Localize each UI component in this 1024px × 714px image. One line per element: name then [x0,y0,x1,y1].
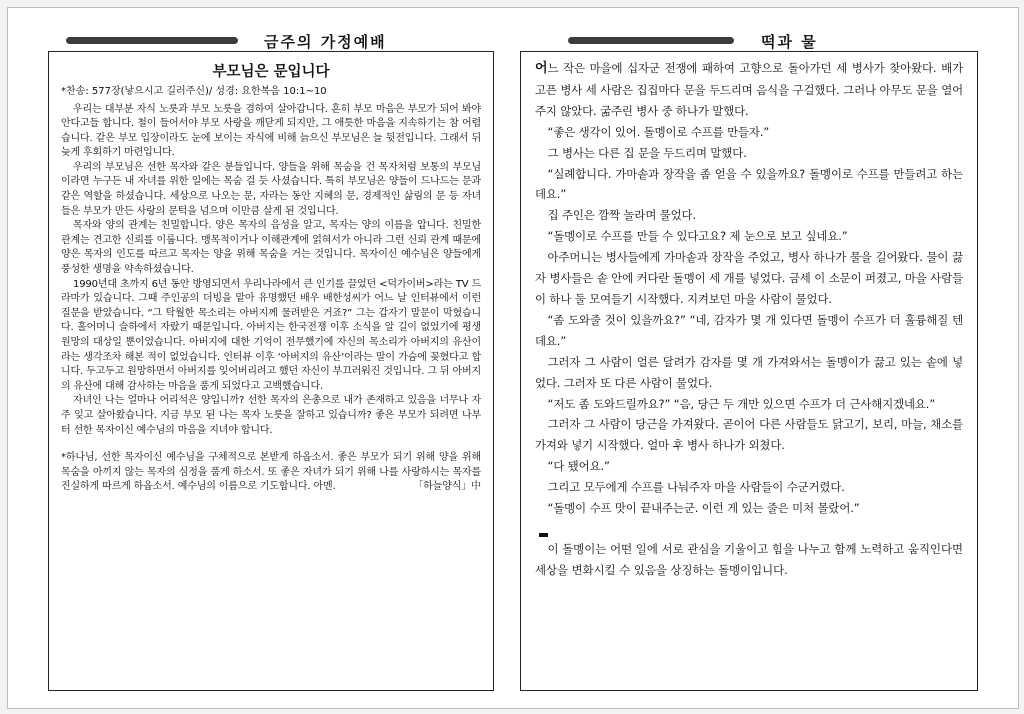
story-paragraph: 집 주인은 깜짝 놀라며 물었다. [547,208,696,223]
left-header [8,32,508,50]
article-title: 부모님은 문입니다 [212,64,330,80]
drop-cap: 어 [535,61,548,76]
article-paragraph: 1990년대 초까지 6년 동안 방영되면서 우리나라에서 큰 인기를 끌었던 <덕가이버>라는 TV 드라마가 있습니다. 그때 주인공의 더빙을 맡아 유명했던 배우 배한성씨가 어느 날 인터뷰에서 이런 질문을 받았습니다. “그 탁월한 목소리는 아버지께 물려받은 거죠?” 그는 갑자기 말문이 막혔습니다. 홀어머니 슬하에서 자랐기 때문입니다. 아버지는 한국전쟁 이후 소식을 알 길이 없었기에 평생 원망의 대상일 뿐이었습니다. 아버지에 대한 기억이 전무했기에 자신의 목소리가 아버지의 유산이라는 생각조차 해본 적이 없었습니다. 인터뷰 이후 ‘아버지의 유산’이라는 말이 가슴에 꽂혔다고 합니다. 두고두고 원망하면서 아버지를 잊어버리려고 했던 자신이 부끄러워진 것입니다. 그 뒤 아버지의 유산에 대해 감사하는 마음을 품게 되었다고 고백했습니다. [61,278,481,392]
story-paragraph: “좀 도와줄 것이 있을까요?” “네, 감자가 몇 개 있다면 돌멩이 수프가 더 훌륭해질 텐데요.” [535,312,963,348]
story-paragraph: “저도 좀 도와드릴까요?” “음, 당근 두 개만 있으면 수프가 더 근사해지겠네요.” [547,396,936,411]
right-header-title: 떡과 물 [761,33,818,51]
worship-article [48,51,494,691]
story-paragraph: 그리고 모두에게 수프를 나눠주자 마을 사람들이 수군거렸다. [547,480,845,495]
story-paragraph: 아주머니는 병사들에게 가마솥과 장작을 주었고, 병사 하나가 물을 길어왔다. 물이 끓자 병사들은 솥 안에 커다란 돌멩이 세 개를 넣었다. 금세 이 소문이 퍼졌고, 마을 사람들이 하나 둘 모여들기 시작했다. 지켜보던 마을 사람이 물었다. [535,250,963,306]
article-paragraph: 자녀인 나는 얼마나 어리석은 양입니까? 선한 목자의 은총으로 내가 존재하고 있음을 너무나 자주 잊고 살아왔습니다. 지금 부모 된 나는 목자 노릇을 잘하고 있습니까? 좋은 부모가 되려면 나부터 선한 목자이신 예수님의 마음을 지녀야 합니다. [61,395,481,436]
right-header-bar [568,37,734,44]
story-paragraph: “돌멩이 수프 맛이 끝내주는군. 이런 게 있는 줄은 미처 몰랐어.” [547,501,860,516]
page [7,7,1019,709]
story-paragraph: “실례합니다. 가마솥과 장작을 좀 얻을 수 있을까요? 돌멩이로 수프를 만들려고 하는데요.” [535,166,963,202]
story-paragraph: 그러자 그 사람이 당근을 가져왔다. 곧이어 다른 사람들도 닭고기, 보리, 마늘, 채소를 가져와 넣기 시작했다. 얼마 후 병사 하나가 외쳤다. [535,417,963,453]
story-box [520,51,978,691]
section-mark [539,533,548,537]
prayer [61,451,481,495]
story-paragraph: “좋은 생각이 있어. 돌멩이로 수프를 만들자.” [547,124,770,139]
article-paragraph: 우리의 부모님은 선한 목자와 같은 분들입니다. 양들을 위해 목숨을 건 목자처럼 보통의 부모님이라면 누구든 내 자녀를 위한 일에는 목숨 걸 듯 사셨습니다. 특히 부모님은 양들이 드나드는 문과 같은 역할을 하셨습니다. 세상으로 나오는 문, 자라는 동안 지혜의 문, 경제적인 삶림의 문 등 자녀들은 부모가 만든 사랑의 문턱을 넘으며 이만큼 살게 된 것입니다. [61,161,481,217]
story-paragraph: 그러자 그 사람이 얼른 달려가 감자를 몇 개 가져와서는 돌멩이가 끓고 있는 솥에 넣었다. 그러자 또 다른 사람이 물었다. [535,354,963,390]
story-moral: 이 돌멩이는 어떤 일에 서로 관심을 기울이고 힘을 나누고 함께 노력하고 움직인다면 세상을 변화시킬 수 있음을 상징하는 돌멩이입니다. [535,541,963,577]
story-paragraph: “다 됐어요.” [547,459,610,474]
article-paragraph: 목자와 양의 관계는 친밀합니다. 양은 목자의 음성을 알고, 목자는 양의 이름을 압니다. 친밀한 관계는 견고한 신뢰를 이룹니다. 맹목적이거나 이해관계에 얽혀서가 아니라 그런 신뢰 관계 때문에 양은 목자의 인도를 따르고 목자는 양을 위해 목숨을 거는 것입니다. 목자이신 예수님은 양들에게 풍성한 생명을 약속하셨습니다. [61,220,481,276]
right-header [508,32,1008,50]
story-opening-text: 느 작은 마을에 십자군 전쟁에 패하여 고향으로 돌아가던 세 병사가 찾아왔다. 배가 고픈 병사 세 사람은 집집마다 문을 두드리며 음식을 구걸했다. 그러나 아무도 문을 열어주지 않았다. 굶주린 병사 중 하나가 말했다. [535,61,963,118]
story-paragraph: 그 병사는 다른 집 문을 두드리며 말했다. [547,145,747,160]
left-header-title: 금주의 가정예배 [264,33,387,51]
article-paragraph: 우리는 대부분 자식 노릇과 부모 노릇을 겸하여 살아갑니다. 흔히 부모 마음은 부모가 되어 봐야 안다고들 합니다. 철이 들어서야 부모 사랑을 깨닫게 되지만, 그 애틋한 마음을 지속하기는 참 어렵습니다. 같은 부모 입장이라도 눈에 보이는 자식에 비해 늙으신 부모님은 늘 뒷전입니다. 그래서 뒤늦게 후회하기 마련입니다. [61,103,481,159]
source-credit: 「하늘양식」中 [413,481,481,493]
prayer-text: *하나님, 선한 목자이신 예수님을 구체적으로 본받게 하옵소서. 좋은 부모가 되기 위해 양을 위해 목숨을 아끼지 않는 목자의 심정을 품게 하소서. 또 좋은 자녀가 되기 위해 나를 사랑하시는 목자를 진실하게 따르게 하옵소서. 예수님의 이름으로 기도합니다. 아멘. [61,452,481,493]
hymn-scripture-line: *찬송: 577장(낳으시고 길러주신)/ 성경: 요한복음 10:1~10 [61,86,327,97]
story-paragraph: “돌멩이로 수프를 만들 수 있다고요? 제 눈으로 보고 싶네요.” [547,229,848,244]
story-paragraph [535,58,963,122]
left-header-bar [66,37,238,44]
